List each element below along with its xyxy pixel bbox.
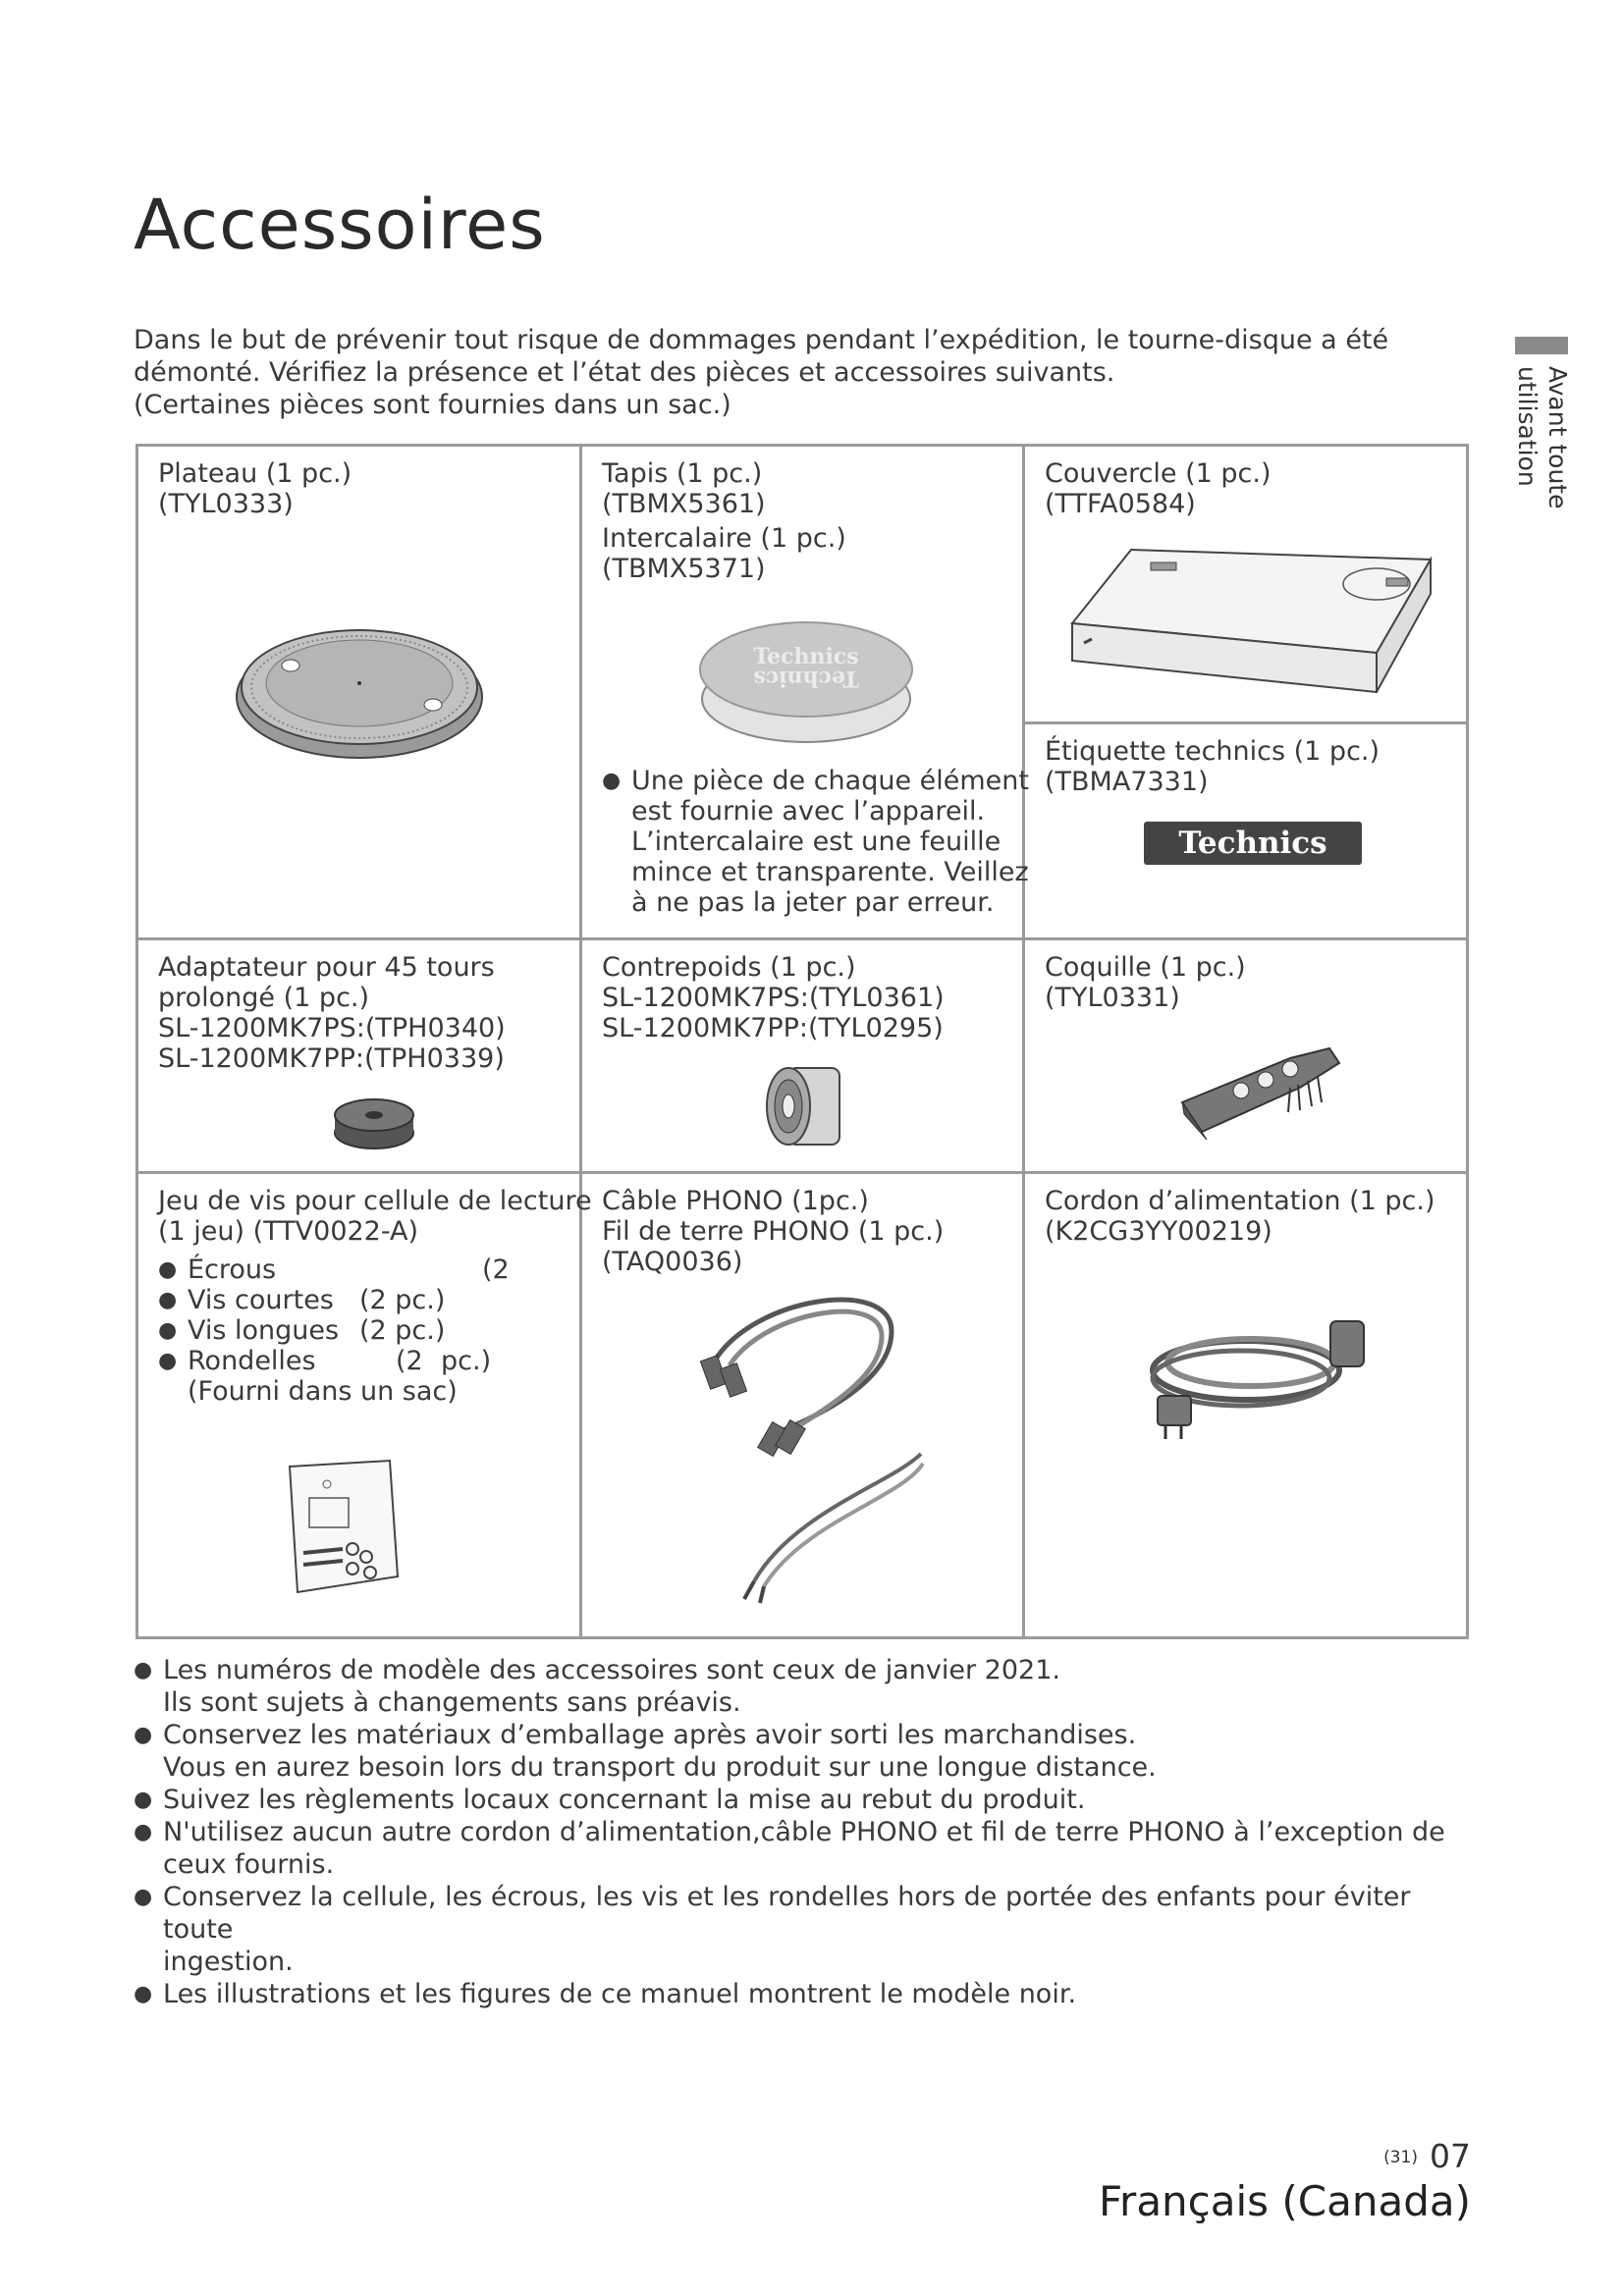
screw-item: ● Vis longues (2 pc.): [158, 1315, 592, 1346]
item-code: (TBMA7331): [1045, 767, 1209, 797]
language-label: Français (Canada): [1098, 2177, 1471, 2225]
slipmat-logo: Technics: [753, 644, 859, 669]
item-code: SL-1200MK7PS:(TPH0340): [158, 1013, 506, 1043]
adapter-illustration: [333, 1097, 415, 1152]
item-name: Couvercle (1 pc.): [1045, 458, 1272, 489]
dust-cover-illustration: [1062, 545, 1435, 702]
item-code: (1 jeu) (TTV0022-A): [158, 1216, 419, 1247]
side-tab-line: utilisation: [1513, 366, 1542, 487]
item-name: Tapis (1 pc.): [602, 458, 763, 489]
slipmat-illustration: [698, 618, 914, 746]
cell-text: [1045, 736, 1380, 797]
intro-line: Dans le but de prévenir tout risque de dommages pendant l’expédition, le tourne-disque a été: [134, 325, 1389, 355]
item-name: Câble PHONO (1pc.): [602, 1186, 869, 1216]
screw-item: ● Vis courtes (2 pc.): [158, 1285, 592, 1315]
item-name: Coquille (1 pc.): [1045, 952, 1246, 983]
item-name: Jeu de vis pour cellule de lecture: [158, 1186, 592, 1216]
item-name: Plateau (1 pc.): [158, 458, 352, 489]
item-code: (TBMX5371): [602, 554, 766, 584]
item-code: (K2CG3YY00219): [1045, 1216, 1272, 1247]
item-code: SL-1200MK7PS:(TYL0361): [602, 983, 945, 1013]
note-item: ● Les numéros de modèle des accessoires sont ceux de janvier 2021. Ils sont sujets à changements sans préavis.: [134, 1654, 1479, 1719]
cell-text: [602, 458, 846, 584]
item-name: Adaptateur pour 45 tours: [158, 952, 495, 983]
item-name: prolongé (1 pc.): [158, 983, 370, 1013]
item-code: SL-1200MK7PP:(TPH0339): [158, 1043, 505, 1074]
cell-adaptateur: [138, 940, 579, 1171]
side-tab-label: [1512, 366, 1573, 508]
side-tab-marker: [1515, 337, 1568, 354]
side-tab-line: Avant toute: [1543, 366, 1572, 509]
item-name: Cordon d’alimentation (1 pc.): [1045, 1186, 1435, 1216]
cell-text: [1045, 1186, 1435, 1247]
screw-kit-illustration: [284, 1459, 421, 1596]
cell-tapis: [582, 447, 1029, 937]
cell-contrepoids: [582, 940, 1022, 1171]
power-cord-illustration: [1138, 1302, 1374, 1449]
page-number-main: 07: [1430, 2137, 1471, 2175]
cell-text: [602, 952, 945, 1043]
note-item: ● N'utilisez aucun autre cordon d’alimentation,câble PHONO et fil de terre PHONO à l’exception de ceux fournis.: [134, 1816, 1479, 1881]
screw-item: ● Écrous (2: [158, 1255, 592, 1285]
item-code: SL-1200MK7PP:(TYL0295): [602, 1013, 944, 1043]
cell-text: [158, 1186, 592, 1407]
cell-etiquette: [1025, 724, 1466, 937]
item-name: Fil de terre PHONO (1 pc.): [602, 1216, 945, 1247]
notes-list: [134, 1654, 1479, 2010]
slipmat-logo-mirrored: Technics: [753, 666, 859, 691]
cell-cordon: [1025, 1174, 1466, 1636]
counterweight-illustration: [759, 1058, 857, 1156]
intro-line: (Certaines pièces sont fournies dans un sac.): [134, 390, 731, 420]
item-code: (TAQ0036): [602, 1247, 743, 1277]
note-item: ● Suivez les règlements locaux concernant la mise au rebut du produit.: [134, 1784, 1479, 1816]
phono-cable-illustration: [695, 1287, 931, 1611]
item-name: Étiquette technics (1 pc.): [1045, 736, 1380, 767]
screw-list: [158, 1255, 592, 1376]
item-code: (TTFA0584): [1045, 489, 1196, 519]
cell-text: [602, 1186, 944, 1277]
cell-plateau: [138, 447, 579, 937]
note-item: ● Conservez la cellule, les écrous, les vis et les rondelles hors de portée des enfants pour éviter toute ingestion.: [134, 1881, 1479, 1978]
intro-text: [134, 324, 1420, 421]
page-number: [1383, 2137, 1471, 2175]
cell-text: [1045, 952, 1246, 1013]
cell-vis: [138, 1174, 592, 1636]
item-name: Contrepoids (1 pc.): [602, 952, 856, 983]
item-code: (TYL0331): [1045, 983, 1180, 1013]
item-code: (TYL0333): [158, 489, 294, 519]
note-item: ● Les illustrations et les figures de ce manuel montrent le modèle noir.: [134, 1978, 1479, 2010]
page-title: Accessoires: [134, 185, 546, 265]
accessories-table: [135, 444, 1469, 1639]
tapis-note: [602, 766, 1029, 918]
note-item: ● Une pièce de chaque élément est fournie avec l’appareil. L’intercalaire est une feuille mince et transparente. Veillez à ne pas la jeter par erreur.: [602, 766, 1029, 918]
cell-coquille: [1025, 940, 1466, 1171]
technics-badge: Technics: [1144, 822, 1362, 865]
bag-note: (Fourni dans un sac): [188, 1376, 458, 1407]
cell-couvercle: [1025, 447, 1466, 721]
cell-text: [158, 952, 506, 1074]
platter-illustration: [232, 618, 487, 766]
intro-line: démonté. Vérifiez la présence et l’état des pièces et accessoires suivants.: [134, 357, 1115, 388]
item-name: Intercalaire (1 pc.): [602, 523, 846, 554]
note-item: ● Conservez les matériaux d’emballage après avoir sorti les marchandises. Vous en aurez besoin lors du transport du produit sur une longue distance.: [134, 1719, 1479, 1784]
cell-cable: [582, 1174, 1022, 1636]
page-number-small: (31): [1383, 2148, 1418, 2167]
screw-item: ● Rondelles (2 pc.): [158, 1346, 592, 1376]
headshell-illustration: [1172, 1034, 1349, 1151]
cell-text: [1045, 458, 1272, 519]
cell-text: [158, 458, 352, 519]
item-code: (TBMX5361): [602, 489, 766, 519]
